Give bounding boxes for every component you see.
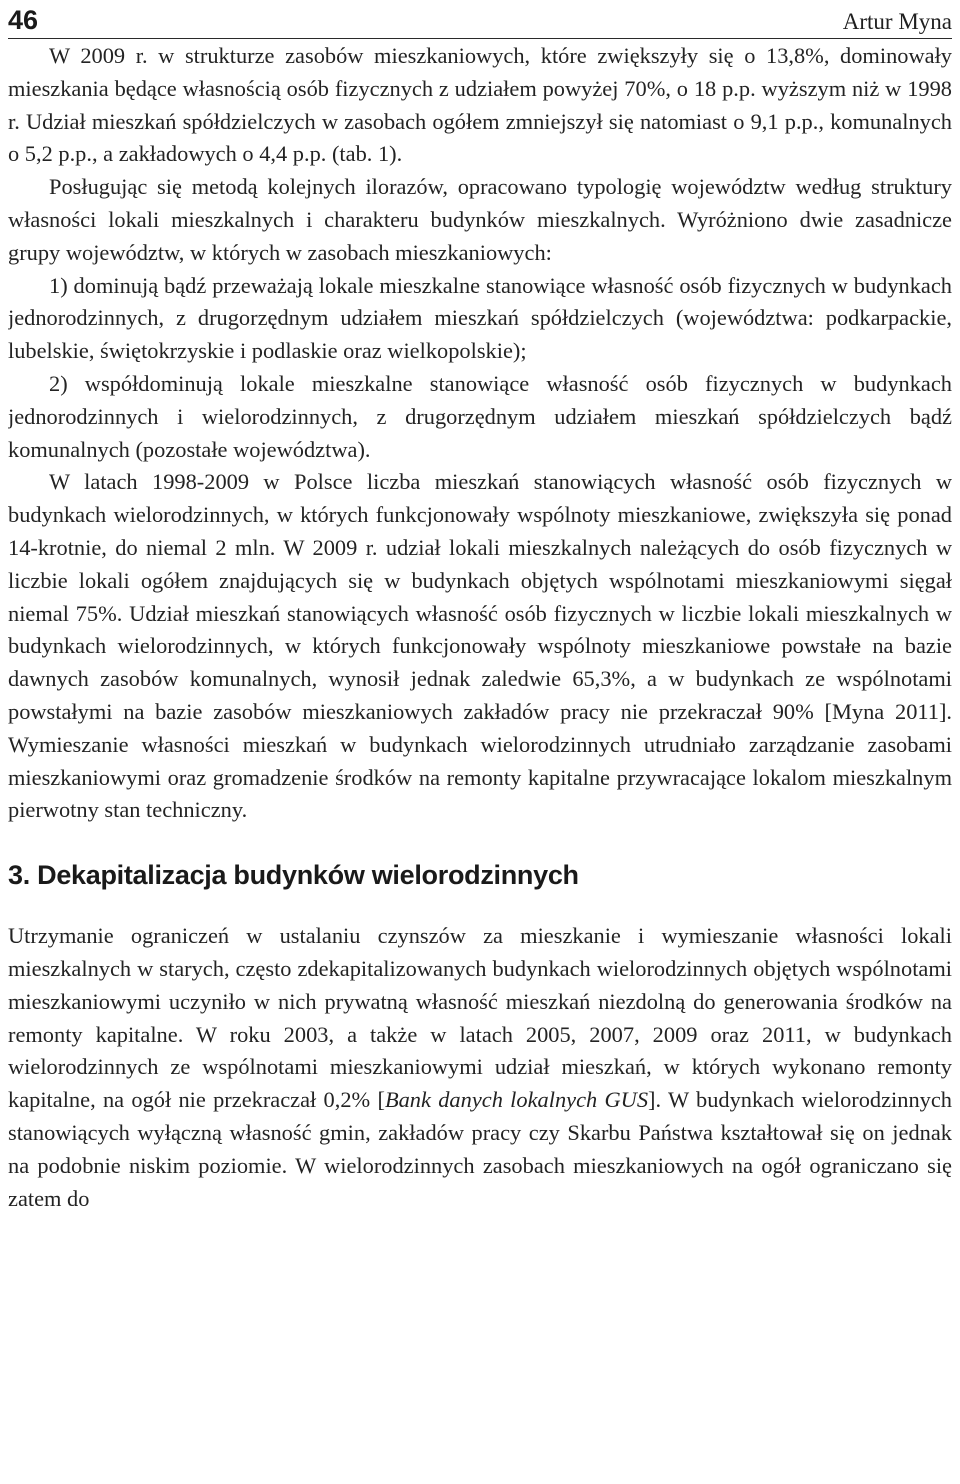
page-body bbox=[8, 38, 952, 1215]
list-item-1: 1) dominują bądź przeważają lokale mieszkalne stanowiące własność osób fizycznych w budynkach jednorodzinnych, z drugorzędnym udziałem mieszkań spółdzielczych (województwa: podkarpackie, lubelskie, świętokrzyskie i podlaskie oraz wielkopolskie); bbox=[8, 272, 952, 364]
document-page bbox=[8, 0, 952, 1484]
section-heading: 3. Dekapitalizacja budynków wielorodzinnych bbox=[8, 860, 579, 891]
citation-source: Bank danych lokalnych GUS bbox=[384, 1087, 649, 1113]
list-item-2: 2) współdominują lokale mieszkalne stanowiące własność osób fizycznych w budynkach jednorodzinnych i wielorodzinnych, z drugorzędnym udziałem mieszkań spółdzielczych bądź komunalnych (pozostałe województwa). bbox=[8, 370, 952, 462]
paragraph-3: W latach 1998-2009 w Polsce liczba mieszkań stanowiących własność osób fizycznych w budynkach wielorodzinnych, w których funkcjonowały wspólnoty mieszkaniowe, zwiększyła się ponad 14-krotnie, do niemal 2 mln. W 2009 r. udział lokali mieszkalnych należących do osób fizycznych w liczbie lokali ogółem znajdujących się w budynkach objętych wspólnotami mieszkaniowymi sięgał niemal 75%. Udział mieszkań stanowiących własność osób fizycznych w liczbie lokali mieszkalnych w budynkach wielorodzinnych, w których funkcjonowały wspólnoty mieszkaniowe powstałe na bazie dawnych zasobów komunalnych, wynosił jednak zaledwie 65,3%, a w budynkach ze wspólnotami powstałymi na bazie zasobów mieszkaniowych zakładów pracy nie przekraczał 90% [Myna 2011]. Wymieszanie własności mieszkań w budynkach wielorodzinnych utrudniało zarządzanie zasobami mieszkaniowymi oraz gromadzenie środków na remonty kapitalne przywracające lokalom mieszkalnym pierwotny stan techniczny. bbox=[8, 469, 952, 823]
section-paragraph-text-2: ]. W budynkach wielorodzinnych stanowiących wyłączną własność gmin, zakładów pracy czy Skarbu Państwa kształtował się on jednak na podobnie niskim poziomie. W wielorodzinnych zasobach mieszkaniowych na ogół ograniczano się zatem do bbox=[8, 1087, 952, 1211]
paragraph-1: W 2009 r. w strukturze zasobów mieszkaniowych, które zwiększyły się o 13,8%, dominowały mieszkania będące własnością osób fizycznych z udziałem powyżej 70%, o 18 p.p. wyższym niż w 1998 r. Udział mieszkań spółdzielczych w zasobach ogółem zmniejszył się natomiast o 9,1 p.p., komunalnych o 5,2 p.p., a zakładowych o 4,4 p.p. (tab. 1). bbox=[8, 43, 952, 167]
paragraph-2: Posługując się metodą kolejnych ilorazów, opracowano typologię województw według struktury własności lokali mieszkalnych i charakteru budynków mieszkalnych. Wyróżniono dwie zasadnicze grupy województw, w których w zasobach mieszkaniowych: bbox=[8, 174, 952, 265]
section-paragraph bbox=[8, 920, 952, 1215]
page-header bbox=[8, 2, 952, 39]
page-number: 46 bbox=[8, 5, 39, 35]
running-head-author: Artur Myna bbox=[842, 9, 952, 34]
section-paragraph-text-1: Utrzymanie ograniczeń w ustalaniu czynszów za mieszkanie i wymieszanie własności lokali mieszkalnych w starych, często zdekapitalizowanych budynkach wielorodzinnych objętych wspólnotami mieszkaniowymi uczyniło w nich prywatną własność mieszkań niezdolną do generowania środków na remonty kapitalne. W roku 2003, a także w latach 2005, 2007, 2009 oraz 2011, w budynkach wielorodzinnych ze wspólnotami mieszkaniowymi udział mieszkań, w których wykonano remonty kapitalne, na ogół nie przekraczał 0,2% [ bbox=[8, 923, 952, 1113]
